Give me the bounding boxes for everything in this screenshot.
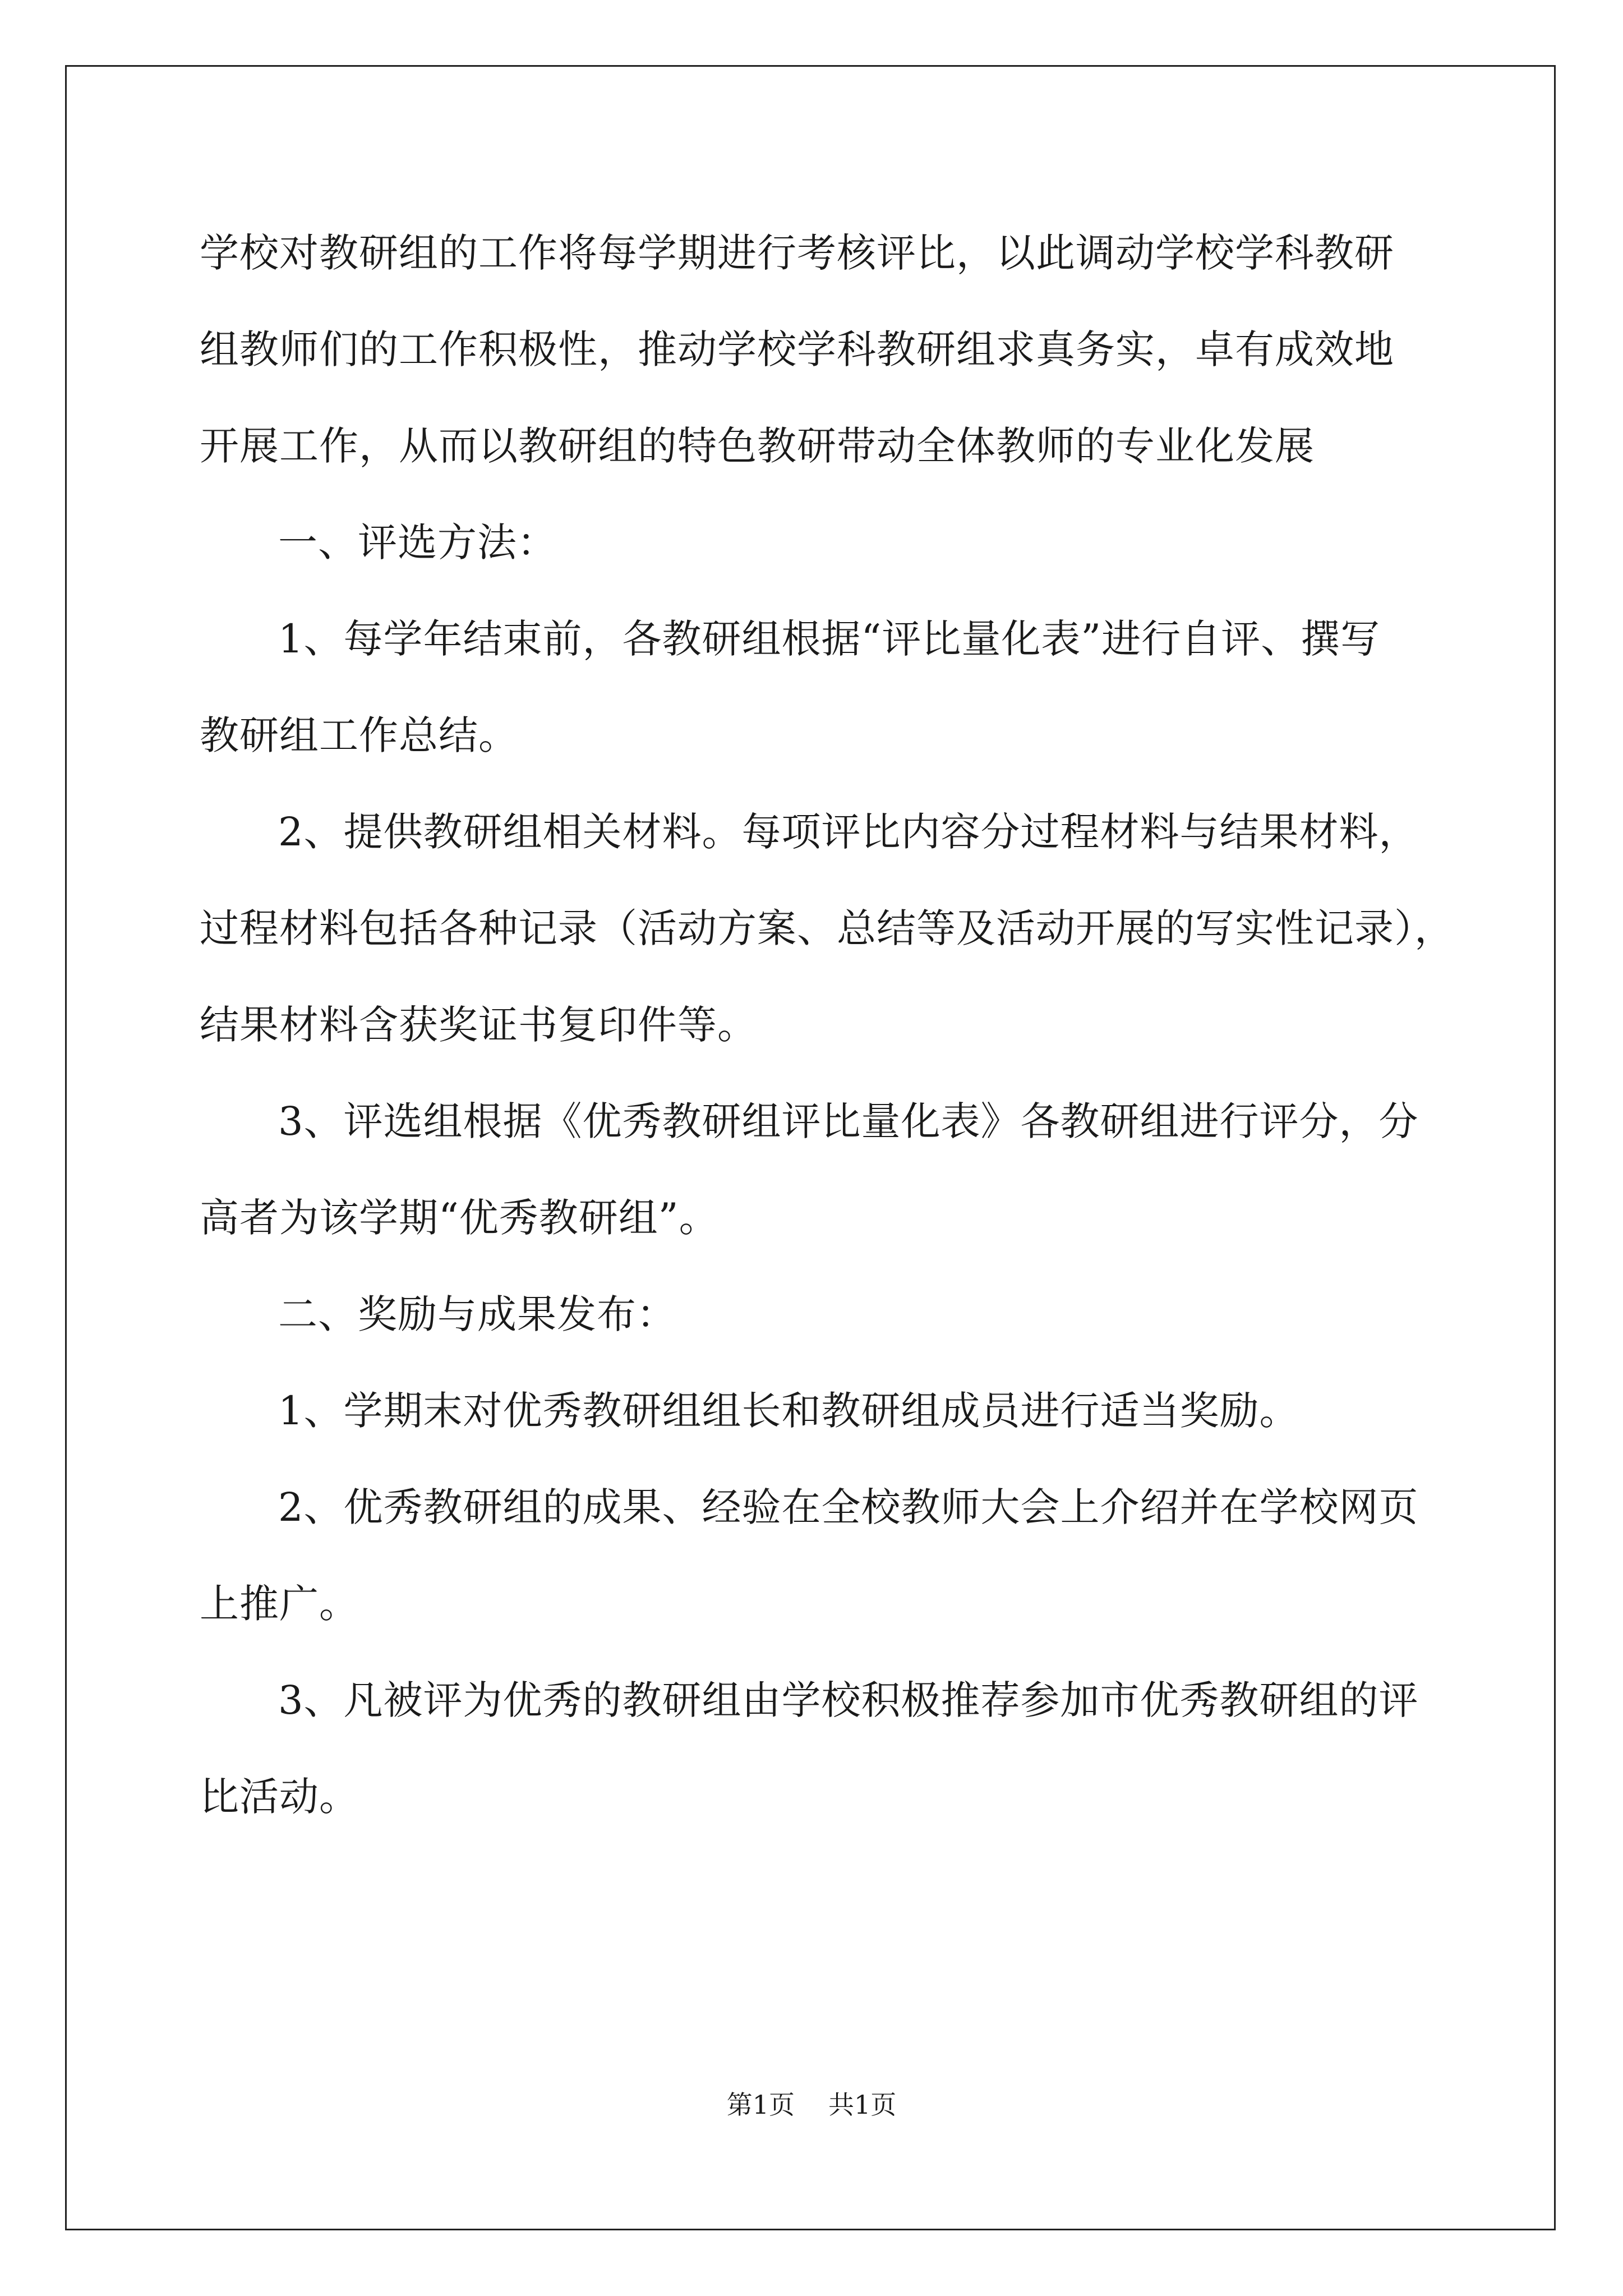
page-number-total: 共1页 — [828, 2090, 897, 2120]
text-line: 3、凡被评为优秀的教研组由学校积极推荐参加市优秀教研组的评 — [278, 1677, 1419, 1723]
text-line: 1、学期末对优秀教研组组长和教研组成员进行适当奖励。 — [278, 1388, 1299, 1434]
document-body — [200, 220, 1454, 1860]
text-line: 高者为该学期“优秀教研组”。 — [200, 1195, 719, 1241]
text-line: 结果材料含获奖证书复印件等。 — [200, 1002, 757, 1048]
text-line: 组教师们的工作积极性，推动学校学科教研组求真务实，卓有成效地 — [200, 326, 1394, 372]
text-line: 教研组工作总结。 — [200, 712, 518, 758]
page-footer — [0, 2088, 1623, 2122]
text-line: 开展工作，从而以教研组的特色教研带动全体教师的专业化发展 — [200, 423, 1315, 469]
text-line: 2、优秀教研组的成果、经验在全校教师大会上介绍并在学校网页 — [278, 1484, 1419, 1530]
text-line: 比活动。 — [200, 1774, 359, 1820]
text-line: 过程材料包括各种记录（活动方案、总结等及活动开展的写实性记录）， — [200, 905, 1454, 951]
text-line: 3、评选组根据《优秀教研组评比量化表》各教研组进行评分，分 — [278, 1098, 1419, 1144]
section-heading-selection-method: 一、评选方法： — [278, 519, 557, 565]
text-line: 1、每学年结束前，各教研组根据“评比量化表”进行自评、撰写 — [278, 616, 1381, 662]
text-line: 上推广。 — [200, 1581, 359, 1627]
page-number-current: 第1页 — [726, 2090, 795, 2120]
section-heading-rewards: 二、奖励与成果发布： — [278, 1291, 676, 1337]
text-line: 2、提供教研组相关材料。每项评比内容分过程材料与结果材料， — [278, 809, 1419, 855]
text-line: 学校对教研组的工作将每学期进行考核评比，以此调动学校学科教研 — [200, 230, 1394, 276]
